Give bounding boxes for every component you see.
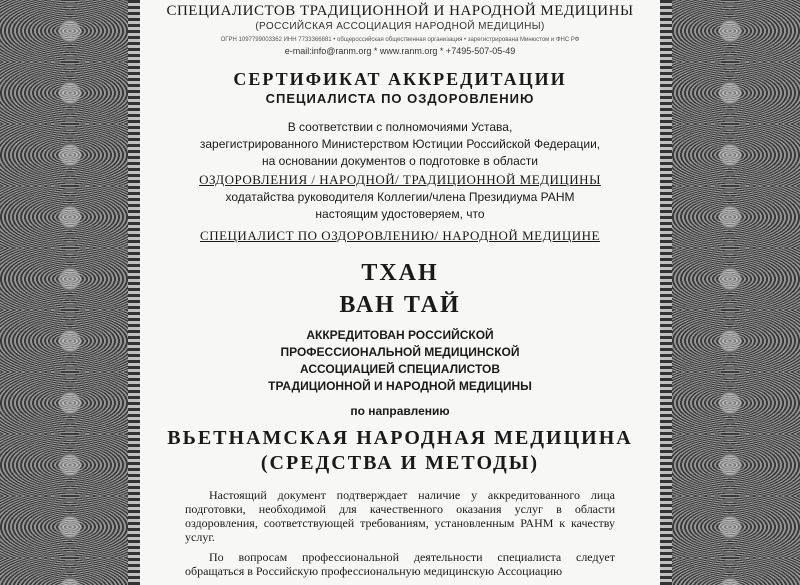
direction-subtitle: (СРЕДСТВА И МЕТОДЫ): [260, 452, 540, 474]
statement-line-4: ходатайства руководителя Коллегии/члена Президиума РАНМ: [225, 190, 575, 204]
specialty: СПЕЦИАЛИСТ ПО ОЗДОРОВЛЕНИЮ/ НАРОДНОЙ МЕДИЦИНЕ: [200, 228, 600, 243]
decorative-border-right: [660, 0, 800, 585]
statement-line-5: настоящим удостоверяем, что: [315, 207, 485, 221]
direction-label: по направлению: [350, 404, 450, 418]
certificate-content: [140, 0, 660, 578]
org-subtitle: (РОССИЙСКАЯ АССОЦИАЦИЯ НАРОДНОЙ МЕДИЦИНЫ): [255, 21, 545, 32]
statement-line-3: на основании документов о подготовке в области: [262, 154, 538, 168]
certificate-title: СЕРТИФИКАТ АККРЕДИТАЦИИ: [233, 69, 567, 89]
holder-surname: ТХАН: [361, 260, 439, 286]
accreditation-line-1: АККРЕДИТОВАН РОССИЙСКОЙ: [306, 328, 494, 342]
certificate-subtitle: СПЕЦИАЛИСТА ПО ОЗДОРОВЛЕНИЮ: [265, 91, 535, 106]
decorative-border-left: [0, 0, 140, 585]
holder-given-name: ВАН ТАЙ: [339, 292, 461, 318]
accreditation-line-4: ТРАДИЦИОННОЙ И НАРОДНОЙ МЕДИЦИНЫ: [268, 379, 532, 393]
contact-paragraph: По вопросам профессиональной деятельности специалиста следует обращаться в Российскую профессиональную медицинскую Ассоциацию: [185, 550, 615, 578]
training-field: ОЗДОРОВЛЕНИЯ / НАРОДНОЙ/ ТРАДИЦИОННОЙ МЕДИЦИНЫ: [199, 172, 601, 187]
accreditation-line-2: ПРОФЕССИОНАЛЬНОЙ МЕДИЦИНСКОЙ: [280, 345, 520, 359]
org-contacts: e-mail:info@ranm.org * www.ranm.org * +7495-507-05-49: [284, 46, 516, 56]
org-name: СПЕЦИАЛИСТОВ ТРАДИЦИОННОЙ И НАРОДНОЙ МЕДИЦИНЫ: [166, 3, 634, 19]
direction-title: ВЬЕТНАМСКАЯ НАРОДНАЯ МЕДИЦИНА: [167, 427, 633, 449]
statement-line-1: В соответствии с полномочиями Устава,: [287, 120, 513, 134]
accreditation-line-3: АССОЦИАЦИЕЙ СПЕЦИАЛИСТОВ: [299, 362, 501, 376]
org-registration: ОГРН 1097799003362 ИНН 7733366881 • общероссийская общественная организация • зарегистрирована Минюстом и ФНС РФ: [220, 37, 580, 43]
statement-line-2: зарегистрированного Министерством Юстиции Российской Федерации,: [199, 137, 601, 151]
confirmation-paragraph: Настоящий документ подтверждает наличие у аккредитованного лица подготовки, необходимой для качественного оказания услуг в области оздоровления, соответствующей требованиям, установленным РАНМ к качеству услуг.: [185, 488, 615, 544]
